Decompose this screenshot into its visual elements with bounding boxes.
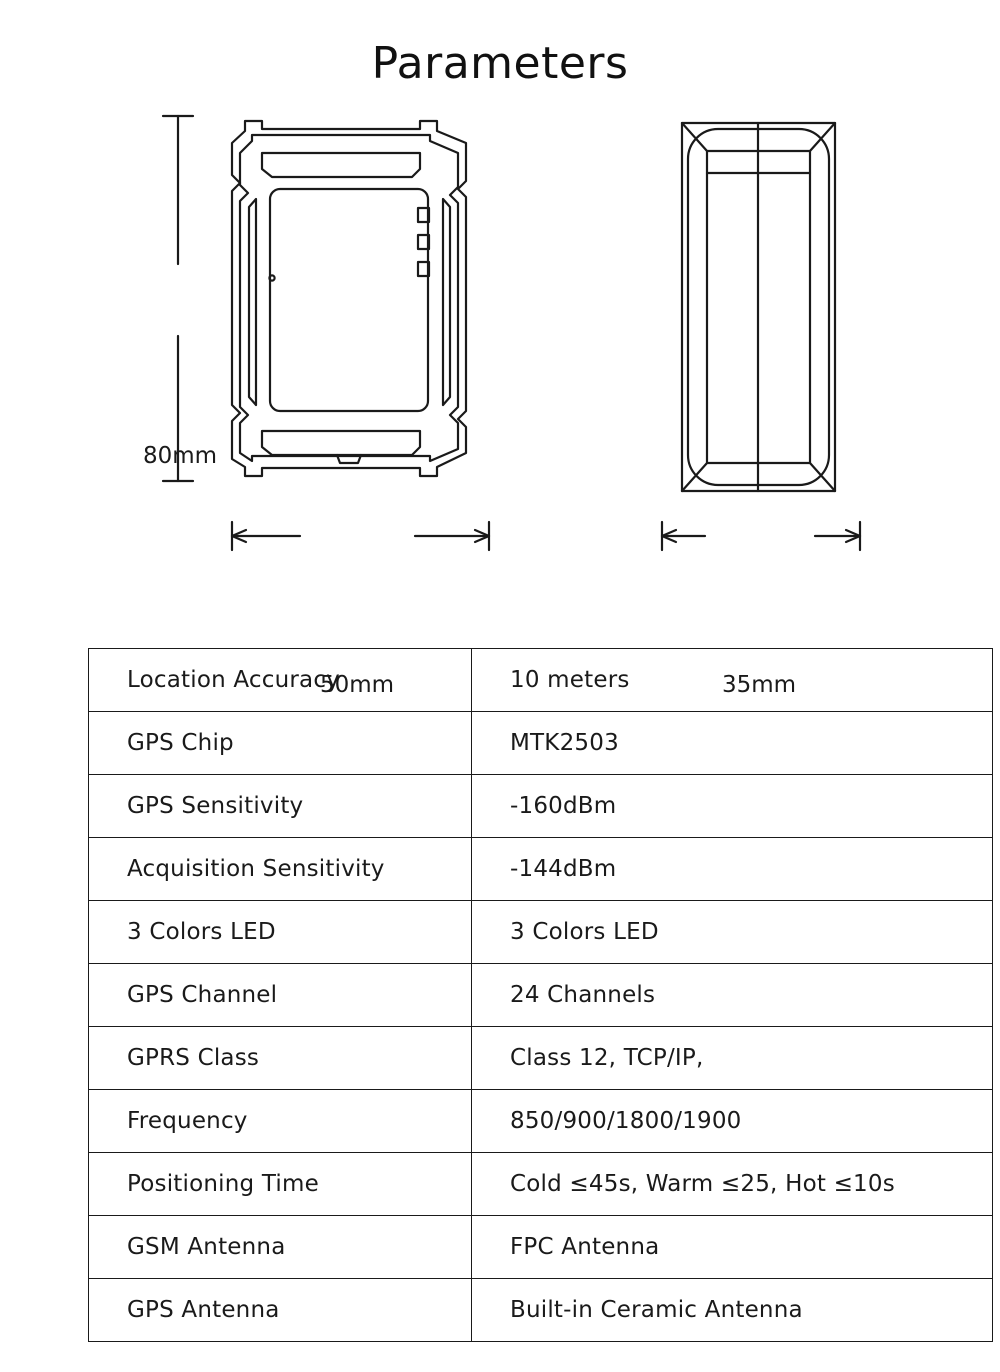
table-row bbox=[89, 1027, 993, 1090]
spec-label: GPS Antenna bbox=[89, 1279, 472, 1342]
spec-value: 850/900/1800/1900 bbox=[472, 1090, 993, 1153]
spec-value: 24 Channels bbox=[472, 964, 993, 1027]
specifications-table-body bbox=[89, 649, 993, 1342]
spec-value: Cold ≤45s, Warm ≤25, Hot ≤10s bbox=[472, 1153, 993, 1216]
spec-value: -144dBm bbox=[472, 838, 993, 901]
spec-label: GPRS Class bbox=[89, 1027, 472, 1090]
spec-value: Class 12, TCP/IP, bbox=[472, 1027, 993, 1090]
spec-value: -160dBm bbox=[472, 775, 993, 838]
spec-label: GPS Chip bbox=[89, 712, 472, 775]
width-dimension-label: 50mm bbox=[320, 672, 395, 698]
spec-label: 3 Colors LED bbox=[89, 901, 472, 964]
spec-label: GPS Sensitivity bbox=[89, 775, 472, 838]
spec-label: Location Accuracy bbox=[89, 649, 472, 712]
table-row bbox=[89, 901, 993, 964]
spec-value: 3 Colors LED bbox=[472, 901, 993, 964]
spec-value: FPC Antenna bbox=[472, 1216, 993, 1279]
table-row bbox=[89, 964, 993, 1027]
spec-label: Frequency bbox=[89, 1090, 472, 1153]
depth-dimension-label: 35mm bbox=[722, 672, 797, 698]
page-title: Parameters bbox=[371, 38, 629, 89]
table-row bbox=[89, 1090, 993, 1153]
table-row bbox=[89, 1153, 993, 1216]
height-dimension-line bbox=[163, 116, 193, 481]
spec-label: GSM Antenna bbox=[89, 1216, 472, 1279]
spec-label: GPS Channel bbox=[89, 964, 472, 1027]
spec-value: Built-in Ceramic Antenna bbox=[472, 1279, 993, 1342]
tracker-front-outline bbox=[232, 121, 466, 476]
table-row bbox=[89, 838, 993, 901]
diagram-drawing bbox=[0, 111, 1000, 581]
width-dimension-line bbox=[232, 522, 489, 550]
height-dimension-label: 80mm bbox=[143, 443, 218, 469]
spec-label: Positioning Time bbox=[89, 1153, 472, 1216]
table-row bbox=[89, 649, 993, 712]
spec-value: 10 meters bbox=[472, 649, 993, 712]
tracker-side-outline bbox=[682, 123, 835, 491]
specifications-table bbox=[88, 648, 993, 1342]
spec-value: MTK2503 bbox=[472, 712, 993, 775]
depth-dimension-line bbox=[662, 522, 860, 550]
table-row bbox=[89, 1216, 993, 1279]
table-row bbox=[89, 1279, 993, 1342]
table-row bbox=[89, 712, 993, 775]
table-row bbox=[89, 775, 993, 838]
spec-label: Acquisition Sensitivity bbox=[89, 838, 472, 901]
